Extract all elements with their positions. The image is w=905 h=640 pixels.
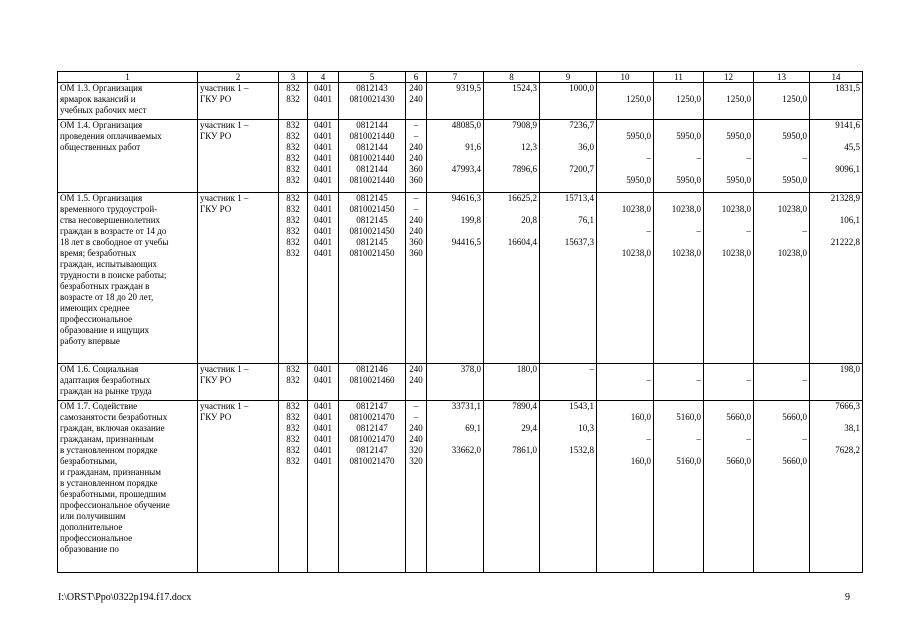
year-amount-cell: 10238,0 – 10238,0: [597, 193, 654, 364]
total-amount-cell: 48085,0 91,6 47993,4: [427, 120, 484, 193]
participant-cell: участник 1 – ГКУ РО: [198, 120, 279, 193]
column-header: 8: [484, 72, 540, 83]
gov-code-cell: 832 832: [279, 83, 308, 120]
year-amount-cell: –: [597, 364, 654, 401]
target-article-cell: 0812147 0810021470 0812147 0810021470 0812147 0810021470: [339, 401, 406, 573]
year-amount-cell: 1524,3: [484, 83, 540, 120]
gov-code-cell: 832 832 832 832 832 832: [279, 120, 308, 193]
expense-type-cell: – – 240 240 360 360: [406, 120, 427, 193]
column-header: 10: [597, 72, 654, 83]
participant-cell: участник 1 – ГКУ РО: [198, 401, 279, 573]
activity-name-cell: ОМ 1.3. Организация ярмарок вакансий и учебных рабочих мест: [58, 83, 198, 120]
activity-name-cell: ОМ 1.4. Организация проведения оплачиваемых общественных работ: [58, 120, 198, 193]
year-amount-cell: 5160,0 – 5160,0: [654, 401, 704, 573]
year-amount-cell: 5660,0 – 5660,0: [754, 401, 810, 573]
section-code-cell: 0401 0401 0401 0401 0401 0401: [308, 193, 339, 364]
section-code-cell: 0401 0401: [308, 364, 339, 401]
expense-type-cell: 240 240: [406, 83, 427, 120]
expense-type-cell: – – 240 240 320 320: [406, 401, 427, 573]
year-amount-cell: 5950,0 – 5950,0: [597, 120, 654, 193]
total-amount-cell: 378,0: [427, 364, 484, 401]
expense-type-cell: 240 240: [406, 364, 427, 401]
target-article-cell: 0812145 0810021450 0812145 0810021450 0812145 0810021450: [339, 193, 406, 364]
year-amount-cell: –: [704, 364, 754, 401]
section-code-cell: 0401 0401 0401 0401 0401 0401: [308, 120, 339, 193]
year-amount-cell: 1831,5: [810, 83, 863, 120]
year-amount-cell: –: [654, 364, 704, 401]
column-header: 6: [406, 72, 427, 83]
table-row: [58, 364, 863, 401]
target-article-cell: 0812146 0810021460: [339, 364, 406, 401]
table-row: [58, 193, 863, 364]
year-amount-cell: 7666,3 38,1 7628,2: [810, 401, 863, 573]
total-amount-cell: 94616,3 199,8 94416,5: [427, 193, 484, 364]
year-amount-cell: 7890,4 29,4 7861,0: [484, 401, 540, 573]
column-header: 3: [279, 72, 308, 83]
year-amount-cell: –: [540, 364, 597, 401]
year-amount-cell: 7908,9 12,3 7896,6: [484, 120, 540, 193]
year-amount-cell: 10238,0 – 10238,0: [704, 193, 754, 364]
section-code-cell: 0401 0401: [308, 83, 339, 120]
total-amount-cell: 33731,1 69,1 33662,0: [427, 401, 484, 573]
year-amount-cell: 5950,0 – 5950,0: [654, 120, 704, 193]
year-amount-cell: 5950,0 – 5950,0: [704, 120, 754, 193]
page-number: 9: [845, 592, 850, 603]
year-amount-cell: 1543,1 10,3 1532,8: [540, 401, 597, 573]
activity-name-cell: ОМ 1.6. Социальная адаптация безработных граждан на рынке труда: [58, 364, 198, 401]
year-amount-cell: 1250,0: [597, 83, 654, 120]
year-amount-cell: 16625,2 20,8 16604,4: [484, 193, 540, 364]
participant-cell: участник 1 – ГКУ РО: [198, 193, 279, 364]
year-amount-cell: 10238,0 – 10238,0: [754, 193, 810, 364]
activity-name-cell: ОМ 1.7. Содействие самозанятости безработных граждан, включая оказание гражданам, признанным в установленном порядке безработными, и гражданам, признанным в установленном порядке безработными, прошедшим профессиональное обучение или получившим дополнительное профессиональное образование по: [58, 401, 198, 573]
column-header: 13: [754, 72, 810, 83]
column-header: 14: [810, 72, 863, 83]
year-amount-cell: 15713,4 76,1 15637,3: [540, 193, 597, 364]
target-article-cell: 0812143 0810021430: [339, 83, 406, 120]
total-amount-cell: 9319,5: [427, 83, 484, 120]
column-number-row: [58, 72, 863, 83]
year-amount-cell: 1250,0: [754, 83, 810, 120]
gov-code-cell: 832 832 832 832 832 832: [279, 401, 308, 573]
year-amount-cell: 9141,6 45,5 9096,1: [810, 120, 863, 193]
target-article-cell: 0812144 0810021440 0812144 0810021440 0812144 0810021440: [339, 120, 406, 193]
column-header: 4: [308, 72, 339, 83]
budget-table: [57, 71, 863, 573]
gov-code-cell: 832 832: [279, 364, 308, 401]
year-amount-cell: 7236,7 36,0 7200,7: [540, 120, 597, 193]
year-amount-cell: 5950,0 – 5950,0: [754, 120, 810, 193]
year-amount-cell: 1250,0: [704, 83, 754, 120]
year-amount-cell: 180,0: [484, 364, 540, 401]
table-row: [58, 401, 863, 573]
year-amount-cell: –: [754, 364, 810, 401]
year-amount-cell: 10238,0 – 10238,0: [654, 193, 704, 364]
table-body: [58, 83, 863, 573]
column-header: 12: [704, 72, 754, 83]
table-row: [58, 83, 863, 120]
year-amount-cell: 160,0 – 160,0: [597, 401, 654, 573]
table-row: [58, 120, 863, 193]
column-header: 9: [540, 72, 597, 83]
section-code-cell: 0401 0401 0401 0401 0401 0401: [308, 401, 339, 573]
year-amount-cell: 1250,0: [654, 83, 704, 120]
year-amount-cell: 1000,0: [540, 83, 597, 120]
column-header: 5: [339, 72, 406, 83]
year-amount-cell: 5660,0 – 5660,0: [704, 401, 754, 573]
gov-code-cell: 832 832 832 832 832 832: [279, 193, 308, 364]
document-file-path: I:\ORST\Ppo\0322p194.f17.docx: [58, 592, 192, 603]
year-amount-cell: 21328,9 106,1 21222,8: [810, 193, 863, 364]
expense-type-cell: – – 240 240 360 360: [406, 193, 427, 364]
year-amount-cell: 198,0: [810, 364, 863, 401]
column-header: 11: [654, 72, 704, 83]
participant-cell: участник 1 – ГКУ РО: [198, 364, 279, 401]
column-header: 7: [427, 72, 484, 83]
activity-name-cell: ОМ 1.5. Организация временного трудоустрой- ства несовершеннолетних граждан в возрасте от 14 до 18 лет в свободное от учебы время; безработных граждан, испытывающих трудности в поиске работы; безработных граждан в возрасте от 18 до 20 лет, имеющих среднее профессиональное образование и ищущих работу впервые: [58, 193, 198, 364]
participant-cell: участник 1 – ГКУ РО: [198, 83, 279, 120]
column-header: 1: [58, 72, 198, 83]
column-header: 2: [198, 72, 279, 83]
